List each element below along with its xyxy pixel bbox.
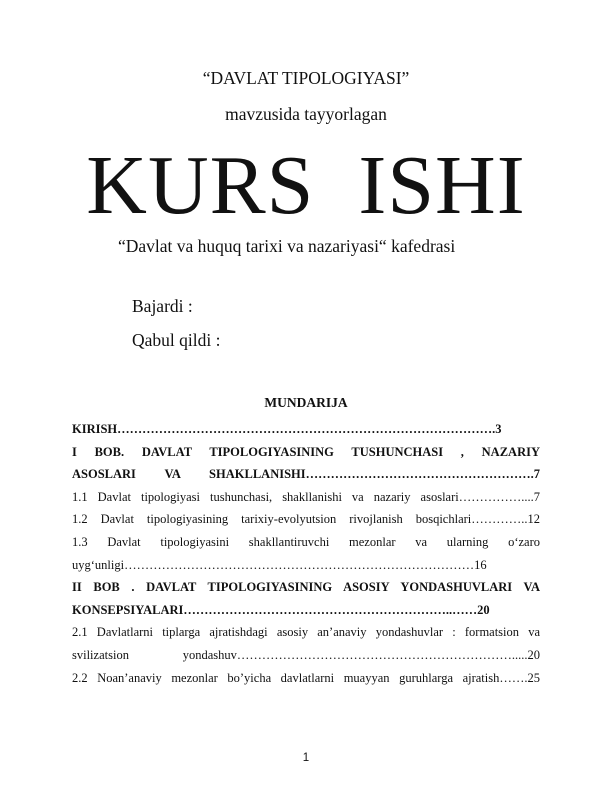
toc-line: KIRISH……………………………………………………………………………….3 bbox=[72, 422, 502, 436]
topic-title: “DAVLAT TIPOLOGIYASI” bbox=[202, 68, 410, 88]
document-type-title: KURS ISHI bbox=[86, 139, 526, 232]
page-number: 1 bbox=[302, 752, 310, 764]
toc-line: 2.1 Davlatlarni tiplarga ajratishdagi asosiy an’anaviy yondashuvlar : formatsion va bbox=[72, 625, 540, 640]
toc-line: II BOB . DAVLAT TIPOLOGIYASINING ASOSIY YONDASHUVLARI VA bbox=[72, 580, 540, 595]
subtitle: mavzusida tayyorlagan bbox=[225, 104, 387, 124]
toc-line: 1.2 Davlat tipologiyasining tarixiy-evolyutsion rivojlanish bosqichlari…………..12 bbox=[72, 512, 540, 527]
toc-line: uyg‘unligi…………………………………………………………………………16 bbox=[72, 557, 487, 572]
toc-heading: MUNDARIJA bbox=[264, 395, 348, 410]
toc-line: svilizatsion yondashuv………………………………………………………….....20 bbox=[72, 647, 540, 662]
done-by-label: Bajardi : bbox=[132, 296, 193, 316]
toc-line: 2.2 Noan’anaviy mezonlar bo’yicha davlatlarni muayyan guruhlarga ajratish…….25 bbox=[72, 670, 540, 685]
toc-line: KONSEPSIYALARI………………………………………………………..……20 bbox=[72, 602, 490, 617]
toc-line: 1.3 Davlat tipologiyasini shakllantiruvchi mezonlar va ularning o‘zaro bbox=[72, 534, 540, 549]
toc-line: 1.1 Davlat tipologiyasi tushunchasi, shakllanishi va nazariy asoslari……………....7 bbox=[72, 489, 540, 504]
toc-line: I BOB. DAVLAT TIPOLOGIYASINING TUSHUNCHASI , NAZARIY bbox=[72, 444, 540, 459]
table-of-contents bbox=[72, 418, 540, 689]
accepted-by-label: Qabul qildi : bbox=[132, 330, 221, 350]
department-line: “Davlat va huquq tarixi va nazariyasi“ kafedrasi bbox=[118, 236, 456, 256]
toc-line: ASOSLARI VA SHAKLLANISHI……………………………………………….7 bbox=[72, 467, 540, 482]
